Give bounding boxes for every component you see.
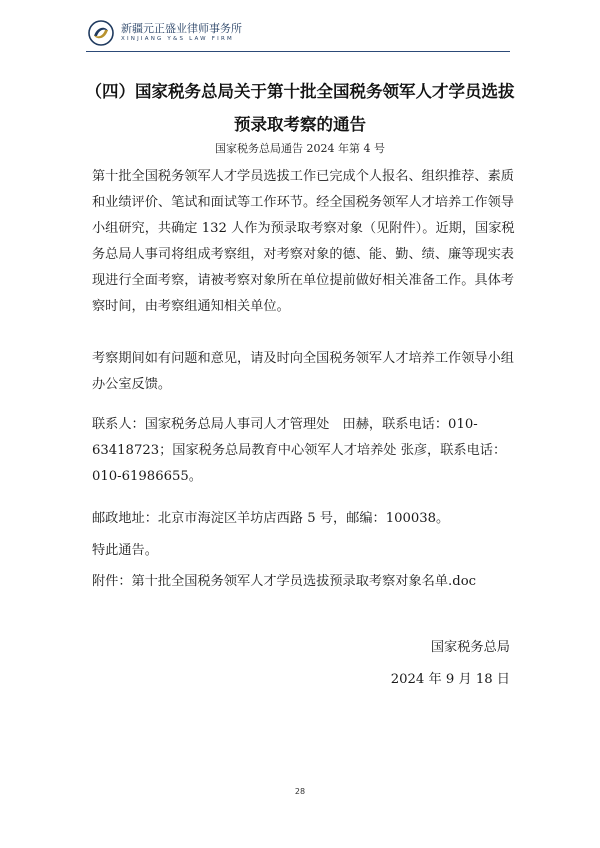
signature-date: 2024 年 9 月 18 日 — [390, 672, 510, 687]
document-title-line-1: （四）国家税务总局关于第十批全国税务领军人才学员选拔 — [85, 82, 515, 101]
paragraph-postal-address: 邮政地址：北京市海淀区羊坊店西路 5 号，邮编：100038。 — [92, 511, 450, 526]
paragraph-contacts: 联系人：国家税务总局人事司人才管理处 田赫，联系电话：010-63418723；国家税务总局教育中心领军人才培养处 张彦，联系电话：010-61986655。 — [92, 417, 507, 484]
header-divider — [86, 51, 510, 52]
document-number: 国家税务总局通告 2024 年第 4 号 — [215, 142, 385, 155]
firm-name-cn: 新疆元正盛业律师事务所 — [121, 22, 242, 36]
paragraph-closing: 特此通告。 — [92, 543, 158, 558]
letterhead — [88, 20, 242, 46]
paragraph-feedback: 考察期间如有问题和意见，请及时向全国税务领军人才培养工作领导小组办公室反馈。 — [92, 351, 514, 392]
document-title-line-2: 预录取考察的通告 — [234, 115, 366, 134]
paragraph-attachment: 附件：第十批全国税务领军人才学员选拔预录取考察对象名单.doc — [92, 574, 477, 589]
firm-name-en: XINJIANG Y&S LAW FIRM — [121, 36, 234, 43]
paragraph-announcement: 第十批全国税务领军人才学员选拔工作已完成个人报名、组织推荐、素质和业绩评价、笔试和面试等工作环节。经全国税务领军人才培养工作领导小组研究，共确定 132 人作为预录取考察对象（见附件）。近期，国家税务总局人事司将组成考察组，对考察对象的德、能、勤、绩、廉等现实表现进行全面考察，请被考察对象所在单位提前做好相关准备工作。具体考察时间，由考察组通知相关单位。 — [92, 169, 515, 314]
signature-organization: 国家税务总局 — [430, 640, 510, 655]
page-number: 28 — [294, 787, 306, 796]
firm-logo-icon — [88, 20, 114, 46]
